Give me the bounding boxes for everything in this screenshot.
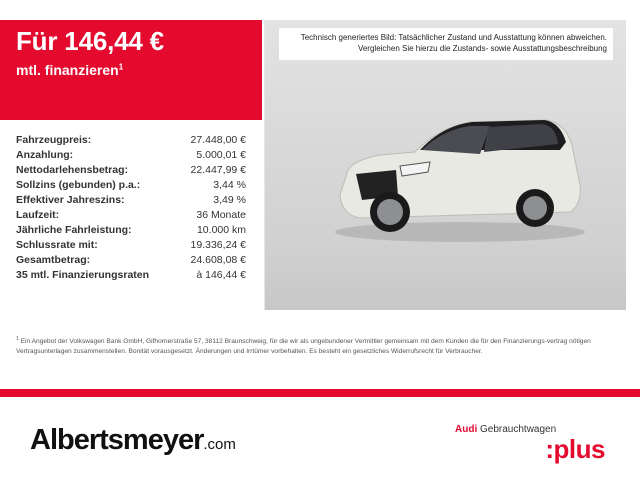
divider — [0, 389, 640, 397]
car-front-rim — [377, 199, 403, 225]
table-row — [16, 269, 246, 284]
car-shadow — [335, 222, 585, 242]
price-banner — [0, 20, 262, 120]
row-value: 19.336,24 € — [190, 239, 246, 251]
car-image — [320, 100, 590, 250]
footnote-marker: 1 — [118, 62, 124, 72]
brand-logo — [455, 420, 605, 464]
finance-subtitle — [16, 62, 123, 78]
finance-subtitle-text: mtl. finanzieren — [16, 62, 119, 78]
row-label: Effektiver Jahreszins: — [16, 194, 125, 206]
row-label: Anzahlung: — [16, 149, 74, 161]
row-value: 24.608,08 € — [190, 254, 246, 266]
table-row — [16, 164, 246, 179]
table-row — [16, 254, 246, 269]
monthly-price: Für 146,44 € — [16, 26, 164, 56]
brand-label: Gebrauchtwagen — [480, 424, 557, 435]
dealer-logo-suffix: .com — [203, 436, 236, 453]
table-row — [16, 239, 246, 254]
vehicle-image-panel — [264, 20, 626, 310]
brand-logo-text — [455, 424, 556, 435]
table-row — [16, 224, 246, 239]
dealer-logo — [30, 424, 236, 457]
table-row — [16, 149, 246, 164]
row-label: Gesamtbetrag: — [16, 254, 91, 266]
table-row — [16, 194, 246, 209]
row-value: 5.000,01 € — [196, 149, 246, 161]
footnote-text: Ein Angebot der Volkswagen Bank GmbH, Gifhornerstraße 57, 38112 Braunschweig, für die wir als ungebundener Vermittler gemeinsam mit dem Kunden die für den Finanzierungs-vertrag nötigen Vertragsunterlagen zusammenstellen. Bonität vorausgesetzt. Änderungen und Irrtümer vorbehalten. Es besteht ein gesetzliches Widerrufsrecht für Verbraucher. — [16, 338, 591, 356]
row-value: 22.447,99 € — [190, 164, 246, 176]
table-row — [16, 209, 246, 224]
finance-details-table — [16, 134, 246, 284]
row-label: Fahrzeugpreis: — [16, 134, 92, 146]
row-label: Schlussrate mit: — [16, 239, 98, 251]
row-value: 3,49 % — [213, 194, 246, 206]
legal-footnote — [16, 334, 616, 357]
row-value: à 146,44 € — [196, 269, 246, 281]
table-row — [16, 134, 246, 149]
row-value: 27.448,00 € — [190, 134, 246, 146]
brand-name: Audi — [455, 424, 478, 435]
row-label: Laufzeit: — [16, 209, 60, 221]
row-value: 36 Monate — [196, 209, 246, 221]
brand-plus-mark: :plus — [545, 434, 605, 464]
footnote-marker: 1 — [16, 336, 19, 342]
row-label: Nettodarlehensbetrag: — [16, 164, 129, 176]
row-label: Jährliche Fahrleistung: — [16, 224, 132, 236]
image-disclaimer: Technisch generiertes Bild: Tatsächlicher Zustand und Ausstattung können abweichen. Vergleichen Sie hierzu die Zustands- sowie Ausstattungsbeschreibung — [279, 28, 613, 60]
dealer-logo-name: Albertsmeyer — [30, 424, 204, 456]
car-rear-rim — [523, 196, 547, 220]
row-value: 10.000 km — [196, 224, 246, 236]
row-label: 35 mtl. Finanzierungsraten — [16, 269, 150, 281]
row-label: Sollzins (gebunden) p.a.: — [16, 179, 141, 191]
row-value: 3,44 % — [213, 179, 246, 191]
table-row — [16, 179, 246, 194]
